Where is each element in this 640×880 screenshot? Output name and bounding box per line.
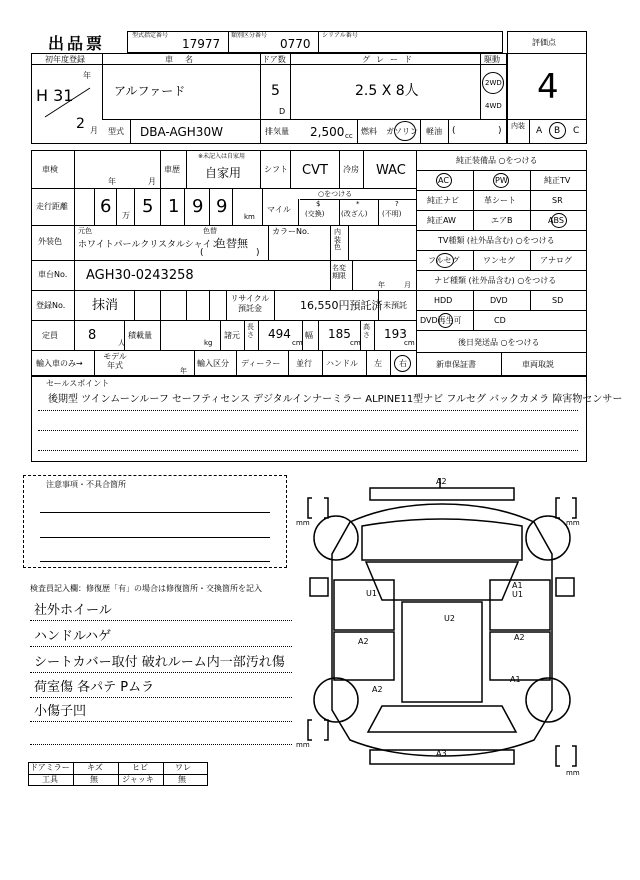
door-count-label: ドア数 [262,55,286,64]
equip-sr: SR [552,196,563,205]
color-label: 外装色 [38,237,62,246]
import-label: 輸入車のみ→ [36,359,83,368]
year-suffix: 年 [83,71,91,80]
damage-a2-left-rear: A2 [372,685,383,694]
equip-navi: 純正ナビ [427,196,459,205]
tv-title: TV種類 (社外品含む) ○をつける [438,236,555,245]
width-label: 幅 [305,331,313,340]
door-count: 5 [271,83,280,99]
chassis-label: 車台No. [38,270,68,279]
equip-ac-circle [436,173,452,188]
color-code-label: 色替 [203,227,217,235]
tv-oneseg: ワンセグ [483,256,515,265]
equip-pw: PW [495,176,508,185]
length-unit: cm [292,339,303,347]
reg-value: 抹消 [92,298,119,313]
mileage-digit-2: 5 [142,196,154,217]
car-name: アルファード [114,84,186,98]
length-label: 長さ [247,323,254,339]
sales-label: セールスポイント [46,379,110,388]
after-manual: 車両取説 [522,360,554,369]
handle-left: 左 [374,359,382,368]
interior-a: A [536,126,543,136]
equip-abs: ABS [548,216,564,225]
color-paren-open: ( [200,248,204,258]
handle-right-circle [394,355,411,372]
inspection-month-unit: 月 [148,177,156,186]
mm-front-right: mm [566,519,580,527]
navi-cd: CD [494,316,506,325]
drive-2wd: 2WD [485,79,502,87]
height-value: 193 [384,327,407,341]
first-reg-label: 初年度登録 [45,55,85,64]
note-line-1: 社外ホイール [34,603,112,618]
drive-4wd: 4WD [485,102,502,110]
model-no-label: 型式指定番号 [132,32,169,39]
chassis-value: AGH30-0243258 [86,268,194,283]
serial-label: シリアル番号 [322,32,358,39]
shift-label: シフト [264,165,288,174]
cc-unit: cc [345,132,353,140]
unknown-label: (不明) [382,210,402,218]
equip-leather: 革シート [484,196,516,205]
tv-fullseg: フルセグ [428,256,460,265]
name-change-year: 年 [378,281,385,289]
fuel-gas-circle [394,121,416,141]
fuel-other: ( [452,126,456,136]
history-label: 車歴 [164,165,180,174]
mileage-digit-3: 1 [168,196,180,217]
tv-analog: アナログ [540,256,572,265]
equip-airbag: エアB [491,216,513,225]
damage-a2-right-front: A2 [514,633,525,642]
interior-c: C [573,126,580,136]
reg-label: 登録No. [36,301,66,310]
drive-label: 駆動 [484,55,500,64]
import-class-label: 輸入区分 [197,359,229,368]
fuel-other-close: ) [498,126,502,136]
navi-hdd: HDD [434,296,453,305]
navi-title: ナビ種類 (社外品含む) ○をつける [434,276,557,285]
equip-abs-circle [551,213,567,228]
equipment-title: 純正装備品 ○をつける [456,156,538,165]
mileage-label: 走行距離 [36,202,68,211]
fuel-gas: ガソリン [386,127,418,136]
displacement-value: 2,500 [310,125,345,139]
name-change-label: 名変期限 [332,264,346,281]
dims-label: 諸元 [224,331,240,340]
circle-note: ○をつける [318,190,353,198]
note-line-2: ハンドルハゲ [34,629,112,644]
color-value: ホワイトパールクリスタルシャイン [78,240,221,250]
orig-color-label: 元色 [78,227,92,235]
navi-dvd-play: DVD再生可 [420,316,462,325]
import-dealer: ディーラー [241,359,281,368]
recycle-label: リサイクル預託金 [230,294,270,313]
name-change-month: 月 [404,281,411,289]
note-line-3: シートカバー取付 破れルーム内一部汚れ傷 [34,655,285,670]
after-warranty: 新車保証書 [436,360,476,369]
recycle-unpaid: 未預託 [383,301,407,310]
mile-label: マイル [267,205,291,214]
equip-aw: 純正AW [427,216,456,225]
capacity-unit: 人 [118,339,125,347]
history-note: ※未記入は自家用 [198,153,246,160]
equip-pw-circle [493,173,509,188]
shift-value: CVT [302,163,328,178]
tamper-symbol: * [356,200,360,208]
inspector-label: 検査員記入欄：修復歴「有」の場合は修復箇所・交換箇所を記入 [30,584,262,593]
mileage-digit-4: 9 [192,196,204,217]
acc-header-scratch: キズ [87,763,103,772]
door-type: D [279,107,286,116]
color-change-value: 色替無 [215,237,248,250]
mileage-digit-1: 6 [100,196,112,217]
score-value: 4 [537,67,559,107]
capacity-value: 8 [88,328,97,343]
damage-u1-left: U1 [366,589,377,598]
color-no-label: カラーNo. [272,227,310,236]
tamper-label: (改ざん) [341,210,368,218]
page-title: 出品票 [48,34,106,53]
ac-value: WAC [376,163,406,178]
tv-fullseg-circle [436,253,454,268]
mm-front-left: mm [296,519,310,527]
damage-a2-left-front: A2 [358,637,369,646]
mm-rear-left: mm [296,741,310,749]
interior-b: B [554,126,561,136]
handle-right: 右 [399,359,407,368]
inspection-year-unit: 年 [108,177,116,186]
acc-jack-value: 無 [178,775,186,784]
km-unit: km [244,213,255,221]
grade-value: 2.5 X 8人 [355,83,419,99]
load-label: 積載量 [128,331,152,340]
damage-a1-u1-right: A1 U1 [512,581,523,599]
navi-dvd-play-circle [438,313,453,328]
interior-color-label: 内装色 [334,228,341,252]
after-title: 後日発送品 ○をつける [458,338,540,347]
note-line-4: 荷室傷 各パテ Pムラ [34,680,155,695]
mileage-digit-5: 9 [216,196,228,217]
height-label: 高さ [363,323,370,339]
mileage-man: 万 [122,211,130,220]
score-label: 評価点 [532,38,556,47]
inspection-label: 車検 [42,165,58,174]
navi-sd: SD [552,296,564,305]
acc-header-mirror: ドアミラー [30,763,70,772]
history-value: 自家用 [205,166,242,180]
interior-b-circle [549,122,566,139]
model-year-label: モデル年式 [103,352,127,370]
acc-header-break: ワレ [175,763,191,772]
exchange-symbol: $ [316,200,321,208]
model-no: 17977 [182,37,221,51]
acc-jack-label: ジャッキ [122,775,154,784]
acc-tool-label: 工具 [42,775,58,784]
class-no-label: 類別区分番号 [231,32,268,39]
recycle-value: 16,550円預託済 [300,299,383,312]
drive-2wd-circle [482,72,504,94]
fuel-label: 燃料 [361,127,377,136]
exchange-label: (交換) [305,210,325,218]
navi-dvd: DVD [490,296,508,305]
car-damage-diagram [290,470,635,810]
ac-label: 冷房 [343,165,359,174]
damage-a1-right-rear: A1 [510,675,521,684]
grade-label: グレード [362,55,418,64]
import-parallel: 並行 [296,359,312,368]
type-value: DBA-AGH30W [140,125,223,139]
note-line-5: 小傷子凹 [34,704,87,719]
era-year: H 31 [36,86,74,105]
length-value: 494 [268,327,291,341]
displacement-label: 排気量 [265,127,289,136]
class-no: 0770 [280,37,311,51]
car-name-label: 車名 [165,55,205,64]
interior-label: 内装 [511,122,525,130]
load-unit: kg [204,339,213,347]
equip-ac: AC [438,176,449,185]
height-unit: cm [404,339,415,347]
damage-a3-bottom: A3 [436,749,447,758]
acc-header-crack: ヒビ [132,763,148,772]
month-suffix: 月 [90,126,98,135]
first-reg-month: 2 [76,116,85,132]
acc-tool-value: 無 [90,775,98,784]
handle-label: ハンドル [326,359,358,368]
width-value: 185 [328,327,351,341]
type-label: 型式 [108,127,124,136]
date-slash [40,86,95,118]
unknown-symbol: ? [395,200,399,208]
width-unit: cm [350,339,361,347]
capacity-label: 定員 [42,331,58,340]
damage-u2-roof: U2 [444,614,455,623]
fuel-diesel: 軽油 [426,127,442,136]
mm-rear-right: mm [566,769,580,777]
color-paren-close: ) [256,248,260,258]
notes-label: 注意事項・不具合箇所 [46,480,126,489]
damage-a2-top: A2 [436,477,447,486]
equip-tv: 純正TV [544,176,571,185]
model-year-unit: 年 [180,367,187,375]
sales-points: 後期型 ツインムーンルーフ セーフティセンス デジタルインナーミラー ALPINE11型ナビ フルセグ バックカメラ 障害物センサー [48,394,623,405]
